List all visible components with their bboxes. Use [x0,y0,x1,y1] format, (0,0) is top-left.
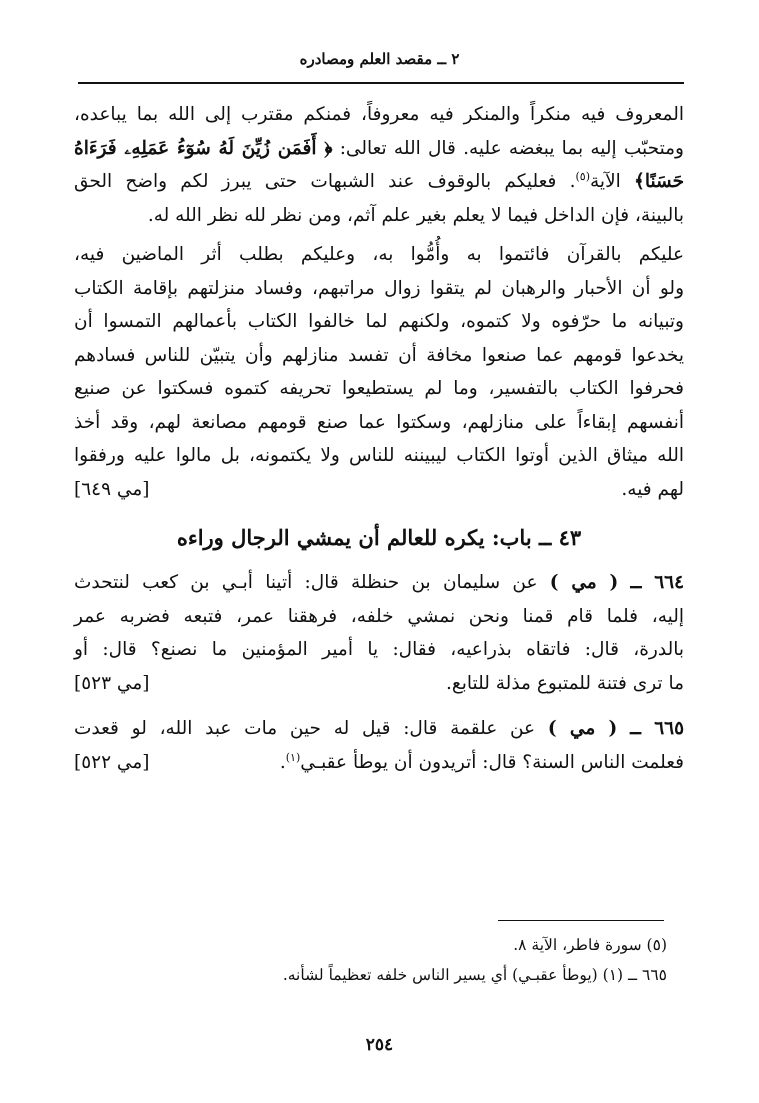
footnote-marker: (١) [285,750,301,764]
text-span: عن سليمان بن حنظلة قال: أتينا أبـي بن كعب لنتحدث [74,572,538,593]
text-span: ما ترى فتنة للمتبوع مذلة للتابع. [446,672,684,694]
header-rule [78,82,684,84]
text-span: الآية [590,171,621,192]
text-line: عليكم بالقرآن فائتموا به وأُمُّوا به، وعليكم بطلب أثر الماضين فيه، [74,244,684,265]
hadith-665 [74,712,684,779]
hadith-number: ٦٦٥ ــ [630,718,685,739]
text-line [74,712,684,746]
text-line: ولو أن الأحبار والرهبان لم يتقوا زوال مراتبهم، وفساد منزلتهم بإقامة الكتاب [74,277,684,299]
footnote-665: ٦٦٥ ــ (١) (يوطأ عقبـي) أي يسير الناس خلفه تعظيماً لشأنه. [282,966,667,984]
text-span: . فعليكم بالوقوف عند الشبهات حتى يبرز لكم واضح الحق [74,171,576,192]
text-span: لهم فيه. [621,478,684,500]
running-head: ٢ ــ مقصد العلم ومصادره [299,50,460,68]
text-span: . [279,751,286,773]
paragraph-1 [74,98,684,232]
source-tag: ( مي ) [547,718,618,739]
citation: [مي ٥٢٢] [74,751,150,773]
text-span: ومتحبّب إليه بما يبغضه عليه. قال الله تعالى: [339,137,684,159]
text-line [74,165,684,199]
hadith-number: ٦٦٤ ــ [630,572,685,593]
hadith-664 [74,566,684,700]
source-tag: ( مي ) [549,572,619,593]
text-line: بالبينة، فإن الداخل فيما لا يعلم بغير علم آثم، ومن نظر لله نظر الله له. [147,204,684,226]
text-group [280,746,684,780]
text-line: إليه، فلما قام قمنا ونحن نمشي خلفه، فرهقنا عمر، فتبعه فضربه عمر [74,605,684,627]
footnote-rule [498,920,664,921]
text-line: المعروف فيه منكراً والمنكر فيه معروفاً، فمنكم مقترب إلى الله بما يباعده، [74,104,684,125]
text-line: فحرفوا الكتاب بالتفسير، وما لم يستطيعوا تحريفه كتموه فسكتوا عن صنيع [74,378,684,399]
main-text [74,98,684,779]
text-span: عن علقمة قال: قيل له حين مات عبد الله، لو قعدت [74,718,536,739]
citation: [مي ٥٢٣] [74,672,150,694]
chapter-heading: ٤٣ ــ باب: يكره للعالم أن يمشي الرجال وراءه [176,525,582,550]
quran-verse-end: حَسَنًا﴾ [634,171,684,192]
page-number: ٢٥٤ [365,1035,394,1055]
text-line [74,566,684,600]
paragraph-2 [74,238,684,506]
citation: [مي ٦٤٩] [74,478,150,500]
quran-verse: ﴿ أَفَمَن زُيِّنَ لَهُ سُوٓءُ عَمَلِهِۦ فَرَءَاهُ [74,137,333,159]
text-line [74,132,684,166]
text-line [74,667,684,701]
text-line [74,473,684,507]
footnote-5: (٥) سورة فاطر، الآية ٨. [513,936,667,954]
text-line: أنفسهم إبقاءاً على منازلهم، وسكتوا عما صنع قومهم مصانعة لهم، وقد أخذ [74,411,684,433]
text-line: بالدرة، قال: فاتقاه بذراعيه، فقال: يا أمير المؤمنين ما نصنع؟ قال: أو [74,639,684,660]
text-span: فعلمت الناس السنة؟ قال: أتريدون أن يوطأ عقبـي [300,751,684,773]
text-line: الله ميثاق الذين أوتوا الكتاب ليبيننه للناس ولا يكتمونه، بل مالوا عليه ورفقوا [74,445,684,466]
text-line [74,746,684,780]
text-line: وتبيانه ما حرّفوه ولا كتموه، ولكنهم لما خالفوا الكتاب بأعمالهم التمسوا أن [74,311,684,332]
text-line: يخدعوا قومهم عما صنعوا مخافة أن تفسد منازلهم وأن يتبيّن للناس فسادهم [74,344,684,366]
footnotes [77,930,667,990]
footnote-marker: (٥) [575,169,591,183]
